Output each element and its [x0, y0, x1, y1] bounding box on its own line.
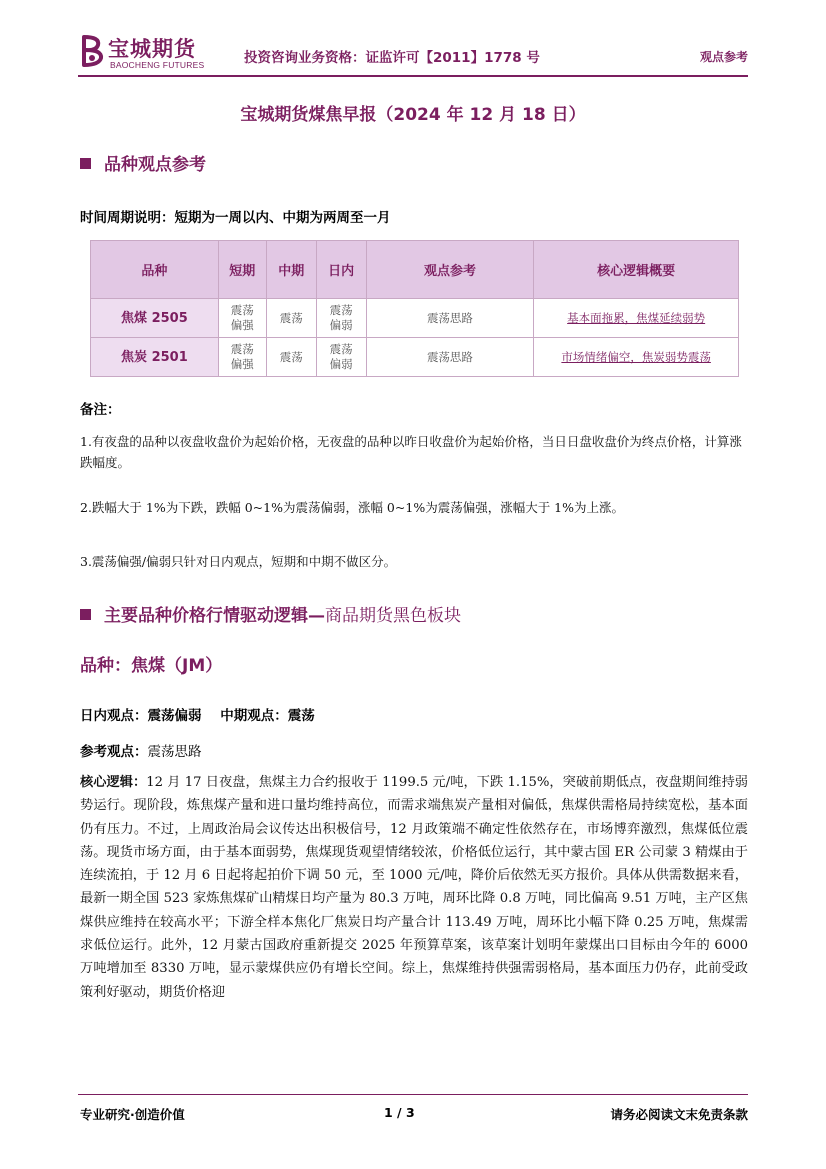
logo-english-name: BAOCHENG FUTURES — [110, 60, 205, 70]
header-intraday: 日内 — [316, 241, 366, 299]
report-title: 宝城期货煤焦早报（2024 年 12 月 18 日） — [240, 105, 586, 125]
cell-core-logic-link[interactable]: 市场情绪偏空，焦炭弱势震荡 — [534, 338, 739, 377]
cell-short-term: 震荡 偏强 — [218, 299, 266, 338]
table-header-row — [91, 241, 739, 299]
header-mid-term: 中期 — [266, 241, 316, 299]
header-core-logic: 核心逻辑概要 — [534, 241, 739, 299]
cell-mid-term: 震荡 — [266, 299, 316, 338]
remarks-label: 备注： — [80, 402, 121, 418]
page-number: 1 / 3 — [384, 1105, 415, 1120]
header-short-term: 短期 — [218, 241, 266, 299]
cell-core-logic-link[interactable]: 基本面拖累，焦煤延续弱势 — [534, 299, 739, 338]
core-logic-paragraph — [80, 771, 748, 1004]
section-heading-drivers — [80, 601, 461, 626]
cell-intraday: 震荡 偏弱 — [316, 338, 366, 377]
view-line: 日内观点：震荡偏弱 中期观点：震荡 — [80, 708, 315, 724]
header-view: 观点参考 — [366, 241, 534, 299]
footer-slogan: 专业研究·创造价值 — [80, 1107, 185, 1122]
header-category-label: 观点参考 — [699, 50, 748, 64]
cell-variety: 焦煤 2505 — [91, 299, 219, 338]
remark-3: 3.震荡偏强/偏弱只针对日内观点，短期和中期不做区分。 — [80, 554, 397, 569]
square-bullet-icon — [80, 158, 91, 169]
reference-line — [80, 740, 202, 760]
cell-mid-term: 震荡 — [266, 338, 316, 377]
table-row — [91, 338, 739, 377]
cell-intraday: 震荡 偏弱 — [316, 299, 366, 338]
section-heading-bold: 主要品种价格行情驱动逻辑— — [104, 606, 325, 626]
period-note: 时间周期说明：短期为一周以内、中期为两周至一月 — [80, 210, 391, 226]
variety-title: 品种：焦煤（JM） — [80, 656, 223, 676]
logo-chinese-name: 宝城期货 — [108, 37, 196, 61]
header-divider — [78, 75, 748, 77]
footer-divider — [78, 1094, 748, 1095]
core-logic-label: 核心逻辑： — [80, 775, 147, 790]
cell-view: 震荡思路 — [366, 299, 534, 338]
table-row — [91, 299, 739, 338]
page-header — [78, 30, 748, 74]
reference-value: 震荡思路 — [147, 744, 202, 760]
reference-label: 参考观点： — [80, 744, 148, 760]
cell-view: 震荡思路 — [366, 338, 534, 377]
baocheng-logo-icon — [78, 34, 108, 68]
footer-disclaimer: 请务必阅读文末免责条款 — [610, 1107, 748, 1122]
square-bullet-icon — [80, 609, 91, 620]
section-heading-views — [80, 150, 206, 175]
views-table — [90, 240, 739, 377]
core-logic-text: 12 月 17 日夜盘，焦煤主力合约报收于 1199.5 元/吨，下跌 1.15%，突破前期低点，夜盘期间维持弱势运行。现阶段，炼焦煤产量和进口量均维持高位，而需求端焦炭产量相对偏低，焦煤供需格局持续宽松，基本面仍有压力。不过，上周政治局会议传达出积极信号，12 月政策端不确定性依然存在，市场博弈激烈，焦煤低位震荡。现货市场方面，由于基本面弱势，焦煤现货观望情绪较浓，价格低位运行，其中蒙古国 ER 公司蒙 3 精煤由于连续流拍，于 12 月 6 日起将起拍价下调 50 元，至 1000 元/吨，降价后依然无买方报价。具体从供需数据来看，最新一期全国 523 家炼焦煤矿山精煤日均产量为 80.3 万吨，周环比降 0.8 万吨，同比偏高 9.51 万吨，主产区焦煤供应维持在较高水平；下游全样本焦化厂焦炭日均产量合计 113.49 万吨，周环比小幅下降 0.25 万吨，焦煤需求低位运行。此外，12 月蒙古国政府重新提交 2025 年预算草案，该草案计划明年蒙煤出口目标由今年的 6000 万吨增加至 8330 万吨，显示蒙煤供应仍有增长空间。综上，焦煤维持供强需弱格局，基本面压力仍存，此前受政策利好驱动，期货价格迎 — [80, 775, 748, 1000]
license-text: 投资咨询业务资格：证监许可【2011】1778 号 — [244, 50, 540, 66]
remark-2: 2.跌幅大于 1%为下跌，跌幅 0~1%为震荡偏弱，涨幅 0~1%为震荡偏强，涨幅大于 1%为上涨。 — [80, 500, 624, 515]
remark-1: 1.有夜盘的品种以夜盘收盘价为起始价格，无夜盘的品种以昨日收盘价为起始价格，当日日盘收盘价为终点价格，计算涨跌幅度。 — [80, 434, 742, 470]
section-heading-text: 品种观点参考 — [104, 155, 206, 175]
cell-variety: 焦炭 2501 — [91, 338, 219, 377]
section-heading-light: 商品期货黑色板块 — [325, 606, 461, 626]
cell-short-term: 震荡 偏强 — [218, 338, 266, 377]
header-variety: 品种 — [91, 241, 219, 299]
